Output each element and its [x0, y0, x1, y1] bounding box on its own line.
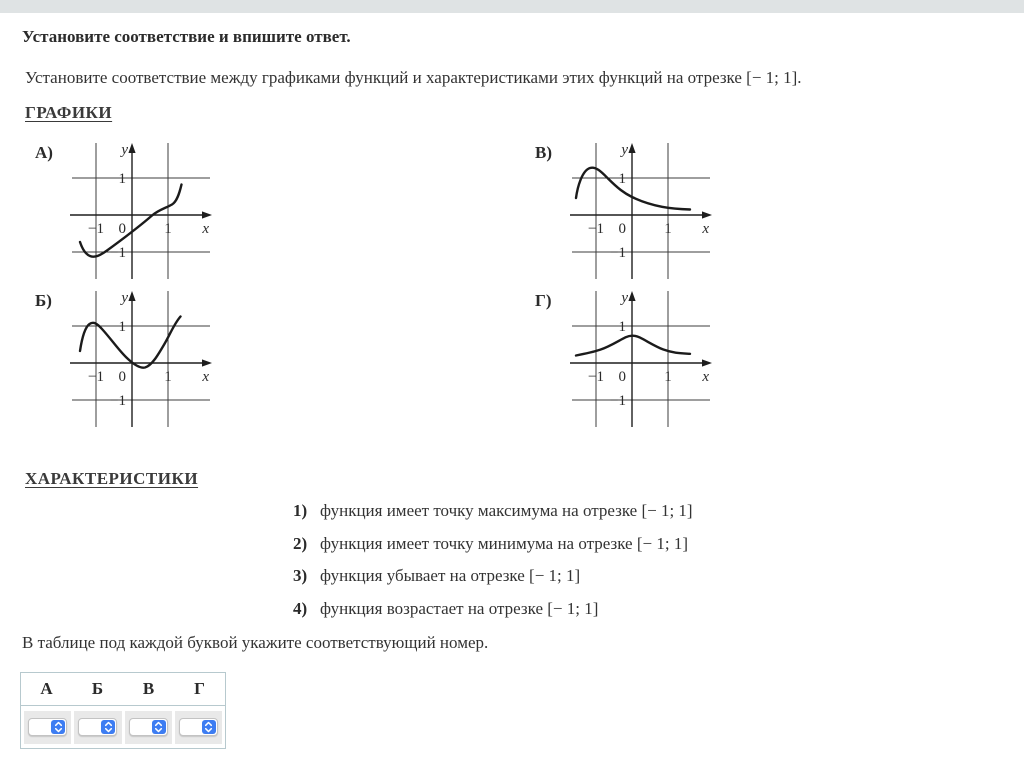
- graph-block-b: [35, 287, 222, 429]
- answer-column-v: В: [142, 679, 155, 698]
- x-tick-neg1: −1: [88, 369, 104, 385]
- x-tick-1: 1: [664, 221, 672, 237]
- function-curve-g: [576, 336, 690, 356]
- characteristic-item-4: [293, 599, 693, 619]
- y-tick-1: 1: [618, 319, 626, 335]
- answer-column-a: А: [40, 679, 53, 698]
- characteristic-number: 2): [293, 533, 308, 553]
- answer-table-body: [21, 706, 225, 748]
- y-axis-label: y: [621, 142, 628, 158]
- x-tick-1: 1: [164, 221, 172, 237]
- y-axis-label: y: [121, 142, 128, 158]
- characteristic-number: 3): [293, 566, 308, 585]
- x-axis-label: x: [202, 221, 209, 237]
- characteristics-list: [293, 501, 693, 631]
- select-stepper-icon: [51, 720, 65, 734]
- graph-plot-a: [62, 139, 222, 281]
- y-tick-1: 1: [618, 171, 626, 187]
- question-intro: Установите соответствие между графиками функций и характеристиками этих функций на отрезке [− 1; 1].: [25, 68, 802, 87]
- y-tick-neg1: −1: [610, 393, 626, 409]
- x-axis-label: x: [702, 221, 709, 237]
- x-tick-neg1: −1: [588, 369, 604, 385]
- characteristics-section-heading: ХАРАКТЕРИСТИКИ: [25, 469, 199, 488]
- function-curve-b: [80, 317, 181, 368]
- characteristic-item-1: [293, 501, 693, 521]
- answer-select-a[interactable]: [28, 718, 67, 736]
- characteristic-item-2: [293, 534, 693, 554]
- x-tick-1: 1: [664, 369, 672, 385]
- table-instruction: В таблице под каждой буквой укажите соответствующий номер.: [22, 633, 489, 652]
- answer-select-v[interactable]: [129, 718, 168, 736]
- x-tick-0: 0: [618, 369, 626, 385]
- graphs-section-heading: ГРАФИКИ: [25, 103, 113, 122]
- answer-table: [20, 672, 226, 749]
- select-stepper-icon: [152, 720, 166, 734]
- function-curve-v: [576, 168, 690, 210]
- graph-label-b: Б): [35, 291, 52, 310]
- y-axis-label: y: [121, 290, 128, 306]
- x-tick-neg1: −1: [588, 221, 604, 237]
- characteristic-item-3: [293, 566, 693, 586]
- characteristic-text: функция имеет точку максимума на отрезке [− 1; 1]: [320, 501, 693, 520]
- graph-plot-b: [62, 287, 222, 429]
- x-tick-0: 0: [118, 221, 126, 237]
- answer-table-header: [21, 673, 225, 706]
- answer-cell-a: [24, 711, 71, 744]
- x-tick-neg1: −1: [88, 221, 104, 237]
- answer-cell-g: [175, 711, 222, 744]
- answer-select-g[interactable]: [179, 718, 218, 736]
- answer-cell-b: [74, 711, 121, 744]
- characteristic-number: 1): [293, 501, 308, 520]
- graph-block-v: [535, 139, 722, 281]
- graph-label-g: Г): [535, 291, 552, 310]
- question-title: Установите соответствие и впишите ответ.: [22, 27, 351, 46]
- answer-column-g: Г: [194, 679, 205, 698]
- graph-block-a: [35, 139, 222, 281]
- answer-cell-v: [125, 711, 172, 744]
- characteristic-number: 4): [293, 598, 308, 618]
- answer-select-b[interactable]: [78, 718, 117, 736]
- y-tick-neg1: −1: [110, 245, 126, 261]
- graph-block-g: [535, 287, 722, 429]
- x-axis-label: x: [702, 369, 709, 385]
- x-tick-0: 0: [118, 369, 126, 385]
- characteristic-text: функция имеет точку минимума на отрезке [− 1; 1]: [320, 533, 688, 553]
- y-tick-1: 1: [118, 319, 126, 335]
- graph-plot-v: [562, 139, 722, 281]
- y-tick-neg1: −1: [110, 393, 126, 409]
- characteristic-text: функция возрастает на отрезке [− 1; 1]: [320, 598, 599, 618]
- select-stepper-icon: [202, 720, 216, 734]
- x-axis-label: x: [202, 369, 209, 385]
- graph-plot-g: [562, 287, 722, 429]
- top-strip: [0, 0, 1024, 13]
- graph-label-v: В): [535, 143, 552, 162]
- answer-column-b: Б: [91, 679, 104, 698]
- x-tick-0: 0: [618, 221, 626, 237]
- x-tick-1: 1: [164, 369, 172, 385]
- select-stepper-icon: [101, 720, 115, 734]
- y-tick-1: 1: [118, 171, 126, 187]
- y-axis-label: y: [621, 290, 628, 306]
- y-tick-neg1: −1: [610, 245, 626, 261]
- graph-label-a: А): [35, 143, 53, 162]
- characteristic-text: функция убывает на отрезке [− 1; 1]: [320, 566, 581, 585]
